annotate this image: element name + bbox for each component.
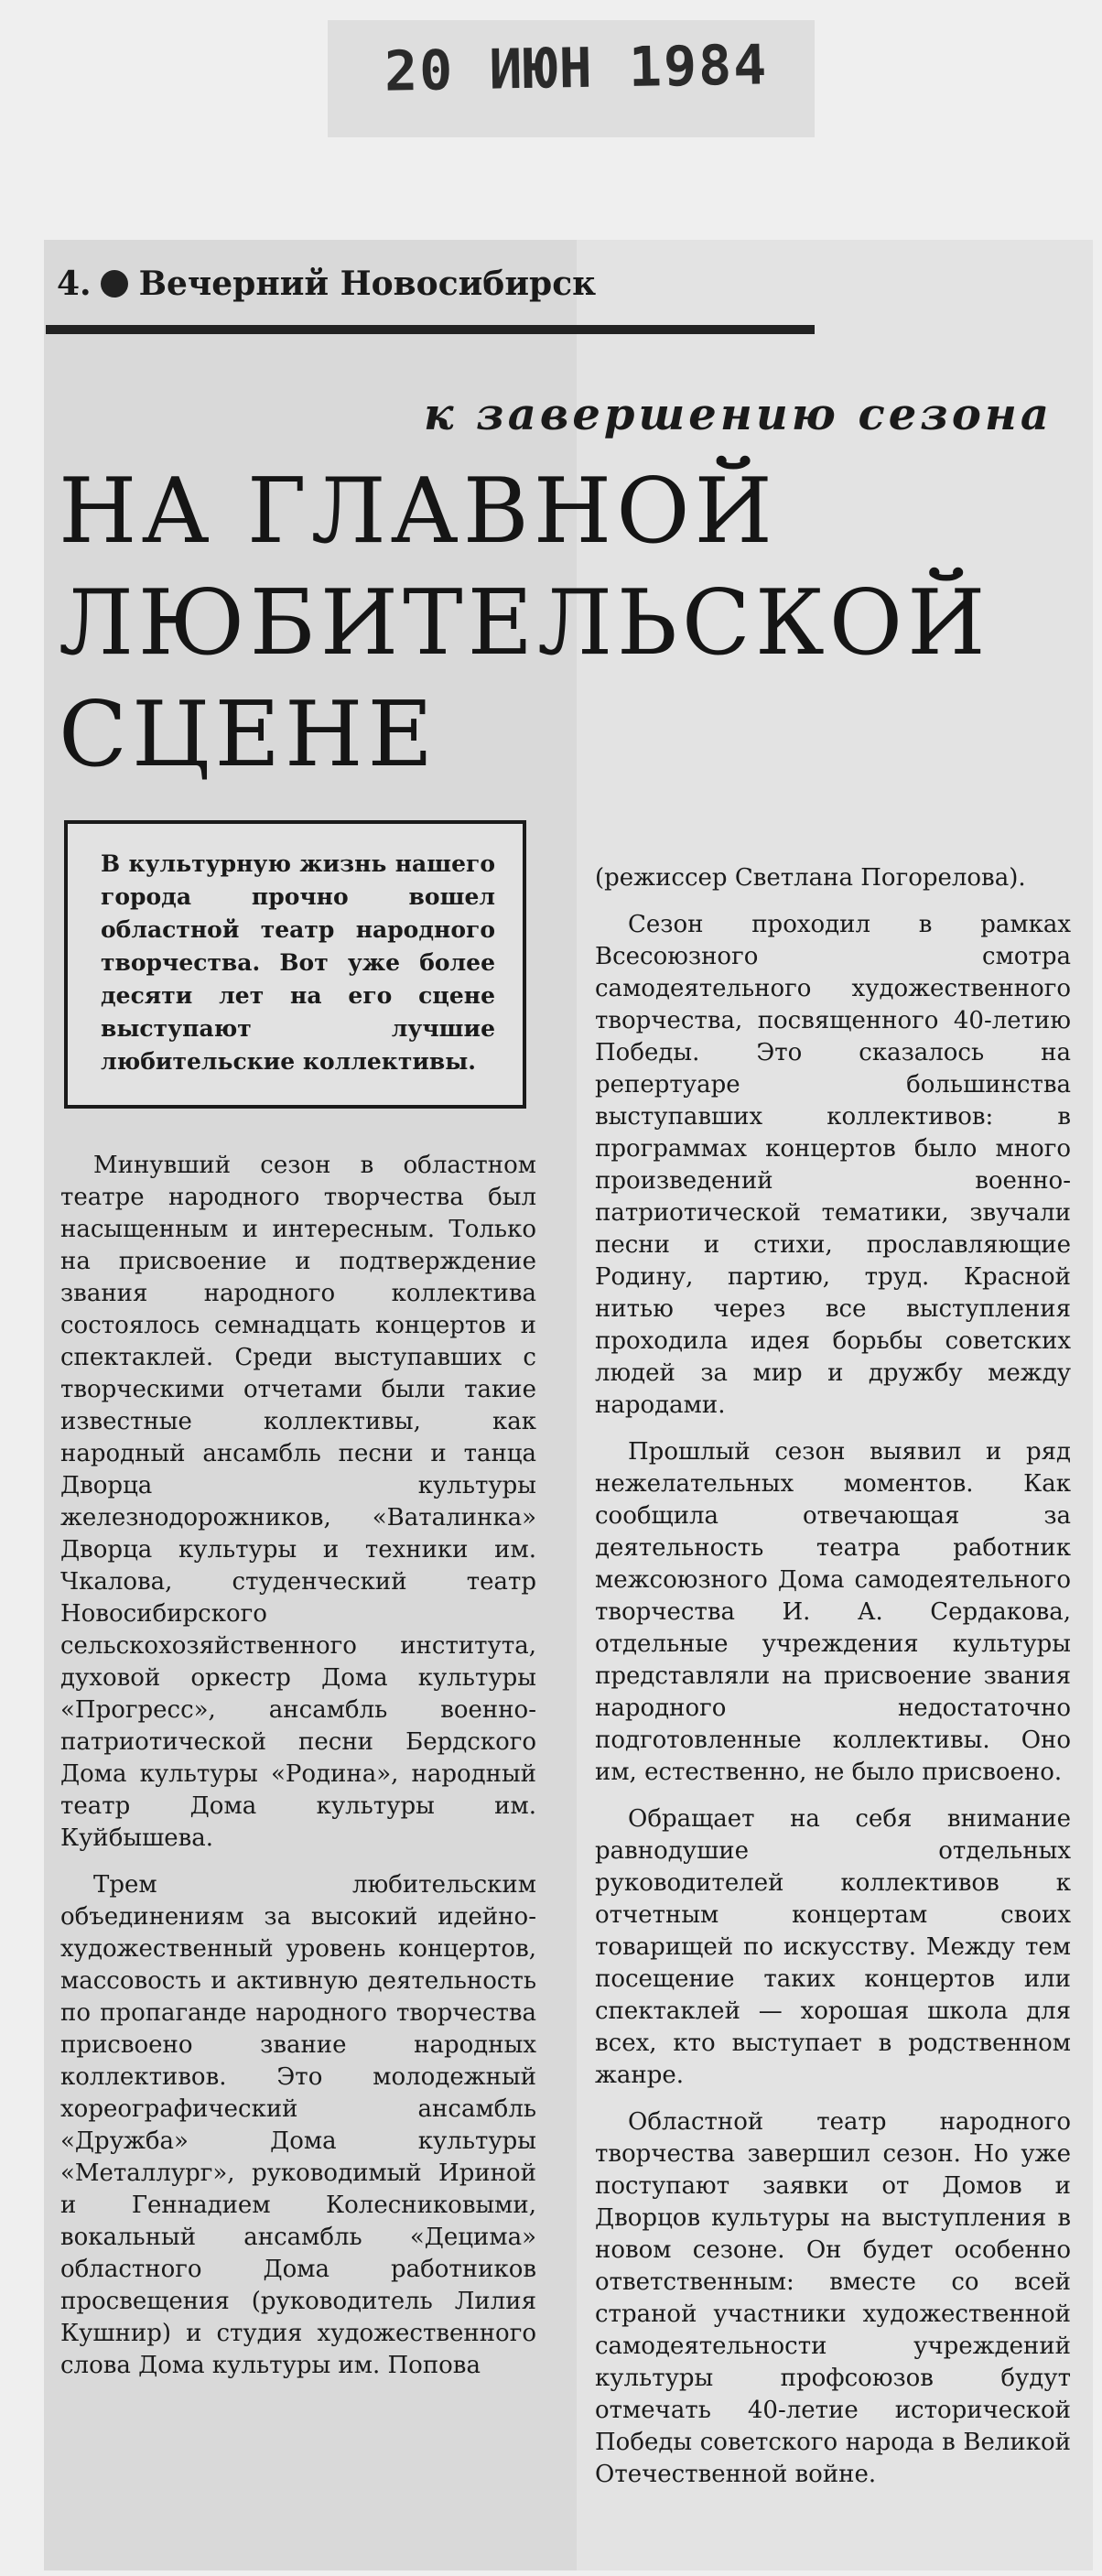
newspaper-logo-icon: [101, 270, 128, 298]
masthead-rule: [46, 325, 815, 334]
body-paragraph: Прошлый сезон выявил и ряд нежелательных моментов. Как сообщила отвечающая за деятельность театра работник межсоюзного Дома самодеятельного творчества И. А. Сердакова, отдельные учреждения культуры представляли на присвоение звания народного недостаточно подготовленные коллективы. Оно им, естественно, не было присвоено.: [595, 1438, 1071, 1786]
lead-text: В культурную жизнь нашего города прочно вошел областной театр народного творчества. Вот уже более десяти лет на его сцене выступают лучшие любительские коллективы.: [101, 850, 495, 1075]
masthead: [57, 256, 807, 311]
right-column: [595, 862, 1071, 2506]
left-column: [60, 1150, 536, 2397]
body-paragraph: Трем любительским объединениям за высокий идейно-художественный уровень концертов, массовость и активную деятельность по пропаганде народного творчества присвоено звание народных коллективов. Это молодежный хореографический ансамбль «Дружба» Дома культуры «Металлург», руководимый Ириной и Геннадием Колесниковыми, вокальный ансамбль «Децима» областного Дома работников просвещения (руководитель Лилия Кушнир) и студия художественного слова Дома культуры им. Попова: [60, 1871, 536, 2379]
page-number: 4.: [57, 265, 92, 303]
headline-line-2: ЛЮБИТЕЛЬСКОЙ: [59, 571, 990, 676]
date-stamp: 20 ИЮН 1984: [384, 33, 769, 104]
body-paragraph: Сезон проходил в рамках Всесоюзного смотра самодеятельного художественного творчества, посвященного 40-летию Победы. Это сказалось на репертуаре большинства выступавших коллективов: в программах концертов было много произведений военно-патриотической тематики, звучали песни и стихи, прославляющие Родину, партию, труд. Красной нитью через все выступления проходила идея борьбы советских людей за мир и дружбу между народами.: [595, 911, 1071, 1419]
article-headline: [59, 456, 1065, 791]
body-paragraph: Минувший сезон в областном театре народного творчества был насыщенным и интересным. Только на присвоение и подтверждение звания народного коллектива состоялось семнадцать концертов и спектаклей. Среди выступавших с творческими отчетами были такие известные коллективы, как народный ансамбль песни и танца Дворца культуры железнодорожников, «Ваталинка» Дворца культуры и техники им. Чкалова, студенческий театр Новосибирского сельскохозяйственного института, духовой оркестр Дома культуры «Прогресс», ансамбль военно-патриотической песни Бердского Дома культуры «Родина», народный театр Дома культуры им. Куйбышева.: [60, 1152, 536, 1852]
body-paragraph-continuation: (режиссер Светлана Погорелова).: [595, 864, 1026, 892]
newspaper-name: Вечерний Новосибирск: [138, 265, 597, 303]
body-paragraph: Областной театр народного творчества завершил сезон. Но уже поступают заявки от Домов и Дворцов культуры на выступления в новом сезоне. Он будет особенно ответственным: вместе со всей страной участники художественной самодеятельности учреждений культуры профсоюзов будут отмечать 40-летие исторической Победы советского народа в Великой Отечественной войне.: [595, 2108, 1071, 2488]
body-paragraph: Обращает на себя внимание равнодушие отдельных руководителей коллективов к отчетным концертам своих товарищей по искусству. Между тем посещение таких концертов или спектаклей — хорошая школа для всех, кто выступает в родственном жанре.: [595, 1805, 1071, 2089]
lead-box: [64, 820, 526, 1109]
headline-line-1: НА ГЛАВНОЙ: [59, 460, 777, 564]
headline-line-3: СЦЕНЕ: [59, 683, 438, 787]
section-rubric: к завершению сезона: [423, 389, 1053, 440]
